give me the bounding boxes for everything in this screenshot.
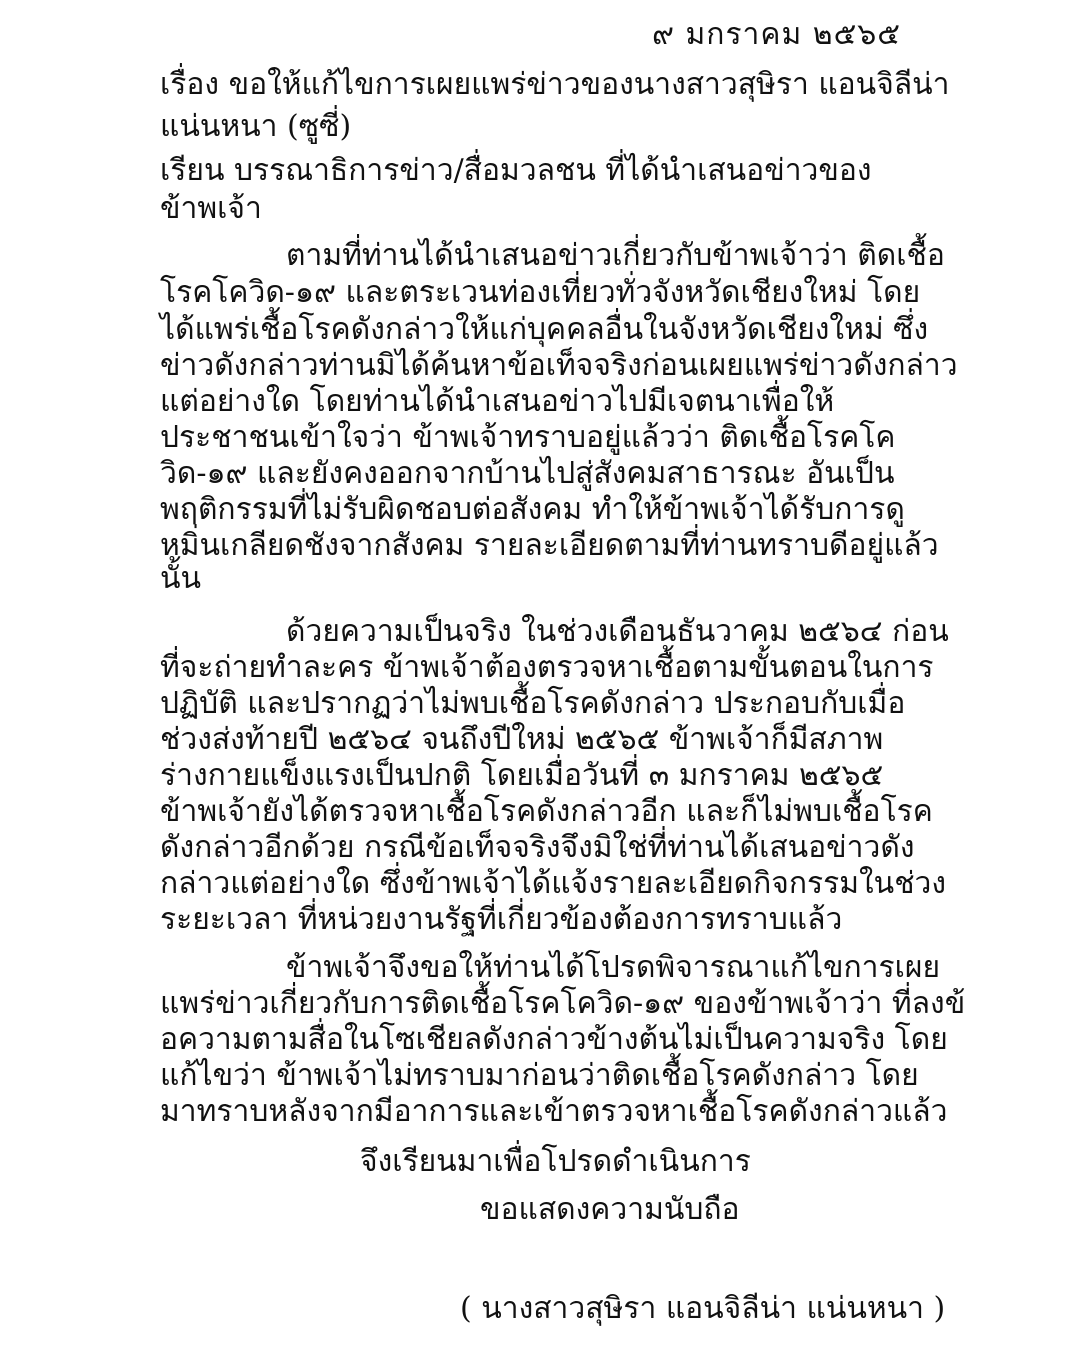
letter-document [160,0,966,1349]
paragraph1-line-2: โรคโควิด-๑๙ และตระเวนท่องเที่ยวทั่วจังหวัดเชียงใหม่ โดย [160,275,921,310]
paragraph2-line-1: ด้วยความเป็นจริง ในช่วงเดือนธันวาคม ๒๕๖๔ ก่อน [286,614,949,649]
paragraph1-line-3: ได้แพร่เชื้อโรคดังกล่าวให้แก่บุคคลอื่นในจังหวัดเชียงใหม่ ซึ่ง [160,312,929,347]
subject-line-2: แน่นหนา (ซูซี่) [160,109,352,144]
salutation-line-1: เรียน บรรณาธิการข่าว/สื่อมวลชน ที่ได้นำเสนอข่าวของ [160,153,872,188]
paragraph1-line-7: วิด-๑๙ และยังคงออกจากบ้านไปสู่สังคมสาธารณะ อันเป็น [160,456,895,491]
paragraph2-line-3: ปฏิบัติ และปรากฏว่าไม่พบเชื้อโรคดังกล่าว ประกอบกับเมื่อ [160,686,906,721]
salutation-line-2: ข้าพเจ้า [160,191,262,226]
letter-date: ๙ มกราคม ๒๕๖๕ [652,17,902,52]
subject-line-1: เรื่อง ขอให้แก้ไขการเผยแพร่ข่าวของนางสาวสุษิรา แอนจิลีน่า [160,67,950,102]
paragraph1-line-8: พฤติกรรมที่ไม่รับผิดชอบต่อสังคม ทำให้ข้าพเจ้าได้รับการดู [160,492,905,527]
paragraph2-line-8: กล่าวแต่อย่างใด ซึ่งข้าพเจ้าได้แจ้งรายละเอียดกิจกรรมในช่วง [160,866,947,901]
paragraph3-line-4: แก้ไขว่า ข้าพเจ้าไม่ทราบมาก่อนว่าติดเชื้อโรคดังกล่าว โดย [160,1058,919,1093]
paragraph3-line-1: ข้าพเจ้าจึงขอให้ท่านได้โปรดพิจารณาแก้ไขการเผย [286,950,941,985]
paragraph1-line-4: ข่าวดังกล่าวท่านมิได้ค้นหาข้อเท็จจริงก่อนเผยแพร่ข่าวดังกล่าว [160,348,958,383]
paragraph3-line-3: อความตามสื่อในโซเชียลดังกล่าวข้างต้นไม่เป็นความจริง โดย [160,1022,948,1057]
paragraph3-line-5: มาทราบหลังจากมีอาการและเข้าตรวจหาเชื้อโรคดังกล่าวแล้ว [160,1094,948,1129]
paragraph2-line-4: ช่วงส่งท้ายปี ๒๕๖๔ จนถึงปีใหม่ ๒๕๖๕ ข้าพเจ้าก็มีสภาพ [160,722,884,757]
paragraph2-line-9: ระยะเวลา ที่หน่วยงานรัฐที่เกี่ยวข้องต้องการทราบแล้ว [160,902,843,937]
paragraph2-line-7: ดังกล่าวอีกด้วย กรณีข้อเท็จจริงจึงมิใช่ที่ท่านได้เสนอข่าวดัง [160,830,915,865]
paragraph1-line-5: แต่อย่างใด โดยท่านได้นำเสนอข่าวไปมีเจตนาเพื่อให้ [160,384,835,419]
paragraph2-line-2: ที่จะถ่ายทำละคร ข้าพเจ้าต้องตรวจหาเชื้อตามขั้นตอนในการ [160,650,934,685]
paragraph2-line-6: ข้าพเจ้ายังได้ตรวจหาเชื้อโรคดังกล่าวอีก และก็ไม่พบเชื้อโรค [160,794,933,829]
paragraph1-line-6: ประชาชนเข้าใจว่า ข้าพเจ้าทราบอยู่แล้วว่า ติดเชื้อโรคโค [160,420,896,455]
paragraph1-line-10: นั้น [160,561,202,596]
closing-regards: ขอแสดงความนับถือ [480,1192,740,1227]
closing-request: จึงเรียนมาเพื่อโปรดดำเนินการ [360,1144,751,1179]
paragraph1-line-9: หมิ่นเกลียดชังจากสังคม รายละเอียดตามที่ท่านทราบดีอยู่แล้ว [160,528,939,563]
paragraph3-line-2: แพร่ข่าวเกี่ยวกับการติดเชื้อโรคโควิด-๑๙ ของข้าพเจ้าว่า ที่ลงข้ [160,986,966,1021]
signature-name: ( นางสาวสุษิรา แอนจิลีน่า แน่นหนา ) [460,1291,946,1326]
paragraph1-line-1: ตามที่ท่านได้นำเสนอข่าวเกี่ยวกับข้าพเจ้าว่า ติดเชื้อ [286,238,945,273]
paragraph2-line-5: ร่างกายแข็งแรงเป็นปกติ โดยเมื่อวันที่ ๓ มกราคม ๒๕๖๕ [160,758,884,793]
